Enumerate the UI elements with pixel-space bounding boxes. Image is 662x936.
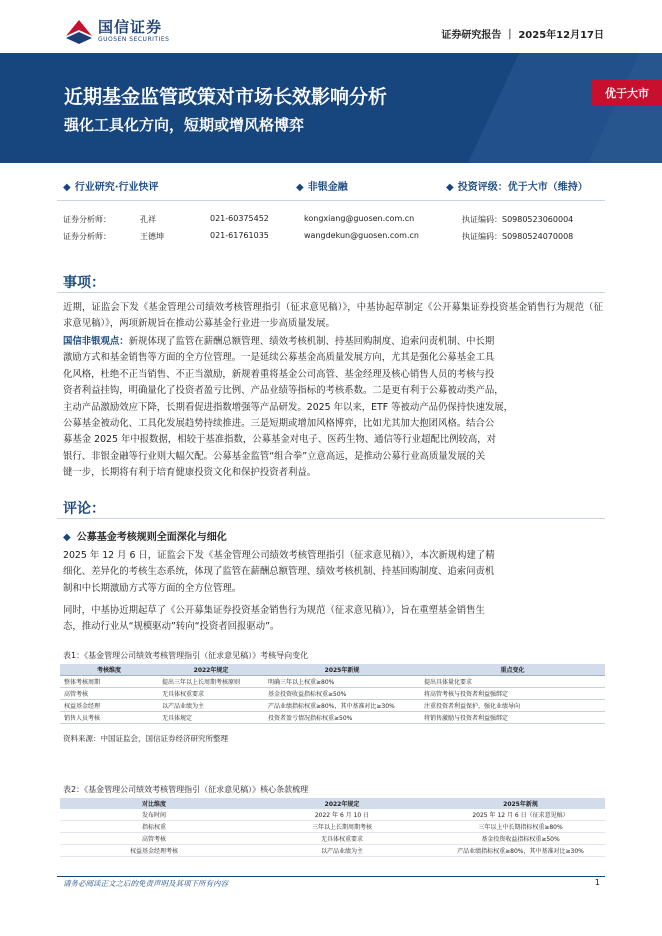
table-header: 重点变化 xyxy=(420,664,605,676)
analyst-phone: 021-60375452 xyxy=(210,214,269,223)
view-paragraph: 国信非银观点：新规体现了监管在薪酬总额管理、绩效考核机制、持基回购制度、追索问责机制、中长期 激励方式和基金销售等方面的全方位管理。一是延续公募基金高质量发展方向，尤其是强化公募基金工具 化风格，杜绝不正当销售、不正当激励，新规着重将基金公司高管、基金经理及核心销售人员的考核与投 资者利益挂钩，明确量化了投资者盈亏比例、产品业绩等指标的考核系数。二是更有利于公募被动类产品， 主动产品激励效应下降，长期看促进指数增强等产品研发。2025 年以来，ETF 等被动产品仍保持快速发展， 公募基金被动化、工具化发展趋势持续推进。三是短期或增加风格博弈，比如尤其加大抱团风格。结合公 募基金 2025 年中报数据，相较于基准指数，公募基金对电子、医药生物、通信等行业超配比例较高，对 银行、非银金融等行业则大幅欠配。公募基金监管“组合拳”立意高远，是推动公募行业高质量发展的关 键一步，长期将有利于培育健康投资文化和保护投资者利益。 xyxy=(63,336,513,479)
table-cell: 整体考核周期 xyxy=(60,676,158,688)
table-header: 2025年新规 xyxy=(264,664,420,676)
table-cell: 产品业绩指标权重≥80%，其中基准对比≥30% xyxy=(436,845,605,857)
analyst-license: 执证编码：S0980524070008 xyxy=(462,232,574,241)
analyst-name: 王德坤 xyxy=(140,232,164,241)
table-cell: 指标权重 xyxy=(60,821,248,833)
diamond-icon: ◆ xyxy=(63,182,71,193)
table1-caption: 表1：《基金管理公司绩效考核管理指引（征求意见稿）》考核导向变化 xyxy=(63,651,309,660)
table-cell: 提出三年以上长周期考核原则 xyxy=(158,676,264,688)
footer-divider xyxy=(57,876,605,877)
table-cell: 无具体权重要求 xyxy=(158,688,264,700)
table-cell: 注重投资者利益保护，强化业绩导向 xyxy=(420,700,605,712)
table-row xyxy=(60,845,605,857)
table-header-row xyxy=(60,798,605,809)
table-cell: 提出具体量化要求 xyxy=(420,676,605,688)
logo-name-cn: 国信证券 xyxy=(98,18,163,36)
table-cell: 三年以上长期周期考核 xyxy=(248,821,436,833)
subsection-heading: ◆ 公募基金考核规则全面深化与细化 xyxy=(63,532,227,543)
divider xyxy=(57,292,605,293)
comment-paragraph-2: 同时，中基协近期起草了《公开募集证券投资基金销售行为规范（征求意见稿）》，旨在重塑基金销售生 态，推动行业从“规模驱动”转向“投资者回报驱动”。 xyxy=(63,605,485,633)
table-cell: 2022 年 6 月 10 日 xyxy=(248,809,436,821)
diamond-icon: ◆ xyxy=(63,532,71,543)
table1-source: 资料来源：中国证监会，国信证券经济研究所整理 xyxy=(63,734,228,743)
table-row xyxy=(60,676,605,688)
table-row xyxy=(60,809,605,821)
table-cell: 无具体规定 xyxy=(158,712,264,724)
table-cell: 高管考核 xyxy=(60,688,158,700)
divider xyxy=(57,200,605,201)
table1 xyxy=(60,664,605,724)
table-cell: 销售人员考核 xyxy=(60,712,158,724)
table-cell: 以产品业绩为主 xyxy=(248,845,436,857)
rating-label: ◆ 投资评级：优于大市（维持） xyxy=(446,182,588,193)
divider xyxy=(57,518,605,519)
table-cell: 基金投资收益指标权重≥50% xyxy=(436,833,605,845)
table-cell: 三年以上中长期指标权重≥80% xyxy=(436,821,605,833)
table-header: 2022年规定 xyxy=(248,798,436,809)
table-cell: 权益基金经理 xyxy=(60,700,158,712)
comment-paragraph-1: 2025 年 12 月 6 日，证监会下发《基金管理公司绩效考核管理指引（征求意见稿）》，本次新规构建了精 细化、差异化的考核生态系统，体现了监管在薪酬总额管理、绩效考核机制、持基回购制度、追索问责机 制和中长期激励方式等方面的全方位管理。 xyxy=(63,550,495,594)
report-subtitle: 强化工具化方向，短期或增风格博弈 xyxy=(64,116,305,134)
footer-disclaimer[interactable]: 请务必阅读正文之后的免责声明及其项下所有内容 xyxy=(63,879,228,888)
table-row xyxy=(60,821,605,833)
diamond-icon: ◆ xyxy=(296,182,304,193)
section-heading-comment: 评论： xyxy=(63,501,105,517)
table-cell: 权益基金经理考核 xyxy=(60,845,248,857)
table-header: 2022年规定 xyxy=(158,664,264,676)
analyst-email[interactable]: wangdekun@guosen.com.cn xyxy=(304,231,419,240)
table-cell: 将销售激励与投资者利益强绑定 xyxy=(420,712,605,724)
table-cell: 明确三年以上权重≥80% xyxy=(264,676,420,688)
table-header-row xyxy=(60,664,605,676)
table-header: 考核维度 xyxy=(60,664,158,676)
table-cell: 发布时间 xyxy=(60,809,248,821)
table-cell: 以产品业绩为主 xyxy=(158,700,264,712)
sector-label: ◆ 非银金融 xyxy=(296,182,348,193)
analyst-role: 证券分析师： xyxy=(63,232,111,241)
logo-name-en: GUOSEN SECURITIES xyxy=(98,36,170,43)
analyst-email[interactable]: kongxiang@guosen.com.cn xyxy=(304,214,415,223)
report-title: 近期基金监管政策对市场长效影响分析 xyxy=(64,86,388,108)
table-row xyxy=(60,833,605,845)
guosen-logo-icon xyxy=(64,16,94,46)
industry-label: ◆ 行业研究·行业快评 xyxy=(63,182,159,193)
analyst-name: 孔祥 xyxy=(140,215,156,224)
table-cell: 高管考核 xyxy=(60,833,248,845)
report-type-date: 证券研究报告 ｜ 2025年12月17日 xyxy=(441,30,604,41)
table-row xyxy=(60,700,605,712)
section-heading-event: 事项： xyxy=(63,275,105,291)
table-header: 对比维度 xyxy=(60,798,248,809)
table-cell: 投资者盈亏情况指标权重≥50% xyxy=(264,712,420,724)
diamond-icon: ◆ xyxy=(446,182,454,193)
table-cell: 基金投资收益指标权重≥50% xyxy=(264,688,420,700)
view-label: 国信非银观点： xyxy=(63,336,129,347)
table-row xyxy=(60,712,605,724)
table-cell: 将高管考核与投资者利益强绑定 xyxy=(420,688,605,700)
table2 xyxy=(60,798,605,857)
analyst-license: 执证编码：S0980523060004 xyxy=(462,215,574,224)
table2-caption: 表2：《基金管理公司绩效考核管理指引（征求意见稿）》核心条款梳理 xyxy=(63,785,309,794)
table-cell: 2025 年 12 月 6 日（征求意见稿） xyxy=(436,809,605,821)
analyst-phone: 021-61761035 xyxy=(210,231,269,240)
rating-badge: 优于大市 xyxy=(592,80,662,106)
table-header: 2025年新规 xyxy=(436,798,605,809)
table-row xyxy=(60,688,605,700)
page-number: 1 xyxy=(594,878,600,887)
analyst-role: 证券分析师： xyxy=(63,215,111,224)
table-cell: 产品业绩指标权重≥80%，其中基准对比≥30% xyxy=(264,700,420,712)
event-paragraph: 近期，证监会下发《基金管理公司绩效考核管理指引（征求意见稿）》，中基协起草制定《公开募集证券投资基金销售行为规范（征求意见稿）》，两项新规旨在推动公募基金行业进一步高质量发展。 xyxy=(63,302,603,330)
table-cell: 无具体权重要求 xyxy=(248,833,436,845)
